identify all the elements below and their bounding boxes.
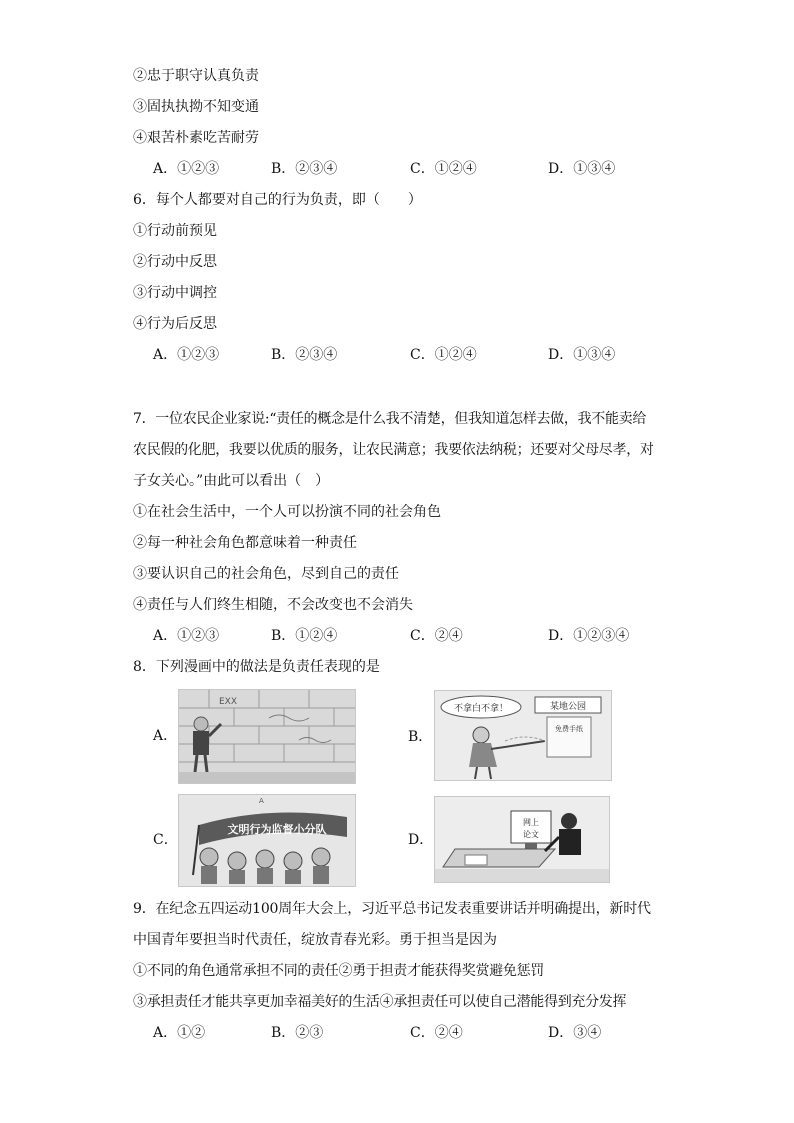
q8-cartoon-c[interactable] [178,794,356,887]
screen-text-2: 论文 [523,830,539,839]
q5-item-2: ②忠于职守认真负责 [133,68,259,84]
q9-stem-line-1: 9．在纪念五四运动100周年大会上，习近平总书记发表重要讲话并明确提出，新时代 [133,901,651,917]
q6-item-2: ②行动中反思 [133,254,217,270]
q5-option-d[interactable]: D．①③④ [548,161,616,177]
q8-cartoon-d[interactable] [434,796,610,883]
civility-team-illustration [179,795,355,886]
q9-option-c[interactable]: C．②④ [410,1025,463,1041]
q7-stem-line-2: 农民假的化肥，我要以优质的服务，让农民满意；我要依法纳税；还要对父母尽孝，对 [133,442,654,458]
q7-item-2: ②每一种社会角色都意味着一种责任 [133,535,357,551]
q8-option-d-label[interactable]: D． [408,832,434,848]
q6-stem: 6．每个人都要对自己的行为负责，即（ ） [133,192,422,208]
banner-text: 文明行为监督小分队 [227,823,327,836]
q7-option-a[interactable]: A．①②③ [153,628,220,644]
q6-option-c[interactable]: C．①②④ [410,347,477,363]
online-essay-illustration [435,797,609,882]
q9-option-b[interactable]: B．②③ [271,1025,324,1041]
q9-stem-line-2: 中国青年要担当时代责任，绽放青春光彩。勇于担当是因为 [133,932,497,948]
q7-item-1: ①在社会生活中，一个人可以扮演不同的社会角色 [133,504,441,520]
q5-item-4: ④艰苦朴素吃苦耐劳 [133,130,259,146]
q6-option-b[interactable]: B．②③④ [271,347,338,363]
q8-cartoon-a[interactable] [178,689,356,784]
q6-item-3: ③行动中调控 [133,285,217,301]
q8-option-c-label[interactable]: C． [153,832,178,848]
cartoon-corner-mark: A [259,797,264,805]
wall-graffiti-illustration [179,690,355,783]
q7-option-c[interactable]: C．②④ [410,628,463,644]
q7-item-3: ③要认识自己的社会角色，尽到自己的责任 [133,566,399,582]
q5-option-c[interactable]: C．①②④ [410,161,477,177]
q7-option-d[interactable]: D．①②③④ [548,628,630,644]
graffiti-text: EXX [219,697,238,707]
free-paper-note: 免费手纸 [555,725,583,733]
park-sign-text: 某地公园 [549,702,587,712]
q8-cartoon-b[interactable] [434,690,612,781]
q7-item-4: ④责任与人们终生相随，不会改变也不会消失 [133,597,413,613]
q5-option-b[interactable]: B．②③④ [271,161,338,177]
q9-item-line-2: ③承担责任才能共享更加幸福美好的生活④承担责任可以使自己潜能得到充分发挥 [133,994,627,1010]
q6-item-1: ①行动前预见 [133,223,217,239]
q8-option-a-label[interactable]: A． [153,728,178,744]
q8-option-b-label[interactable]: B． [408,729,433,745]
q7-option-b[interactable]: B．①②④ [271,628,338,644]
q8-stem: 8．下列漫画中的做法是负责任表现的是 [133,659,380,675]
q7-stem-line-1: 7．一位农民企业家说:“责任的概念是什么我不清楚，但我知道怎样去做，我不能卖给 [133,411,647,427]
q7-stem-line-3: 子女关心。”由此可以看出（ ） [133,473,330,489]
q9-options [153,1023,673,1043]
q6-item-4: ④行为后反思 [133,316,217,332]
q7-options [153,626,673,646]
q6-option-d[interactable]: D．①③④ [548,347,616,363]
speech-bubble-text: 不拿白不拿！ [453,704,509,714]
q6-option-a[interactable]: A．①②③ [153,347,220,363]
q9-item-line-1: ①不同的角色通常承担不同的责任②勇于担责才能获得奖赏避免惩罚 [133,963,544,979]
park-paper-illustration [435,691,611,780]
q5-option-a[interactable]: A．①②③ [153,161,220,177]
q5-item-3: ③固执执拗不知变通 [133,99,259,115]
q5-options [153,159,673,179]
q9-option-a[interactable]: A．①② [153,1025,206,1041]
screen-text-1: 网上 [523,818,539,827]
q6-options [153,345,673,365]
q9-option-d[interactable]: D．③④ [548,1025,602,1041]
